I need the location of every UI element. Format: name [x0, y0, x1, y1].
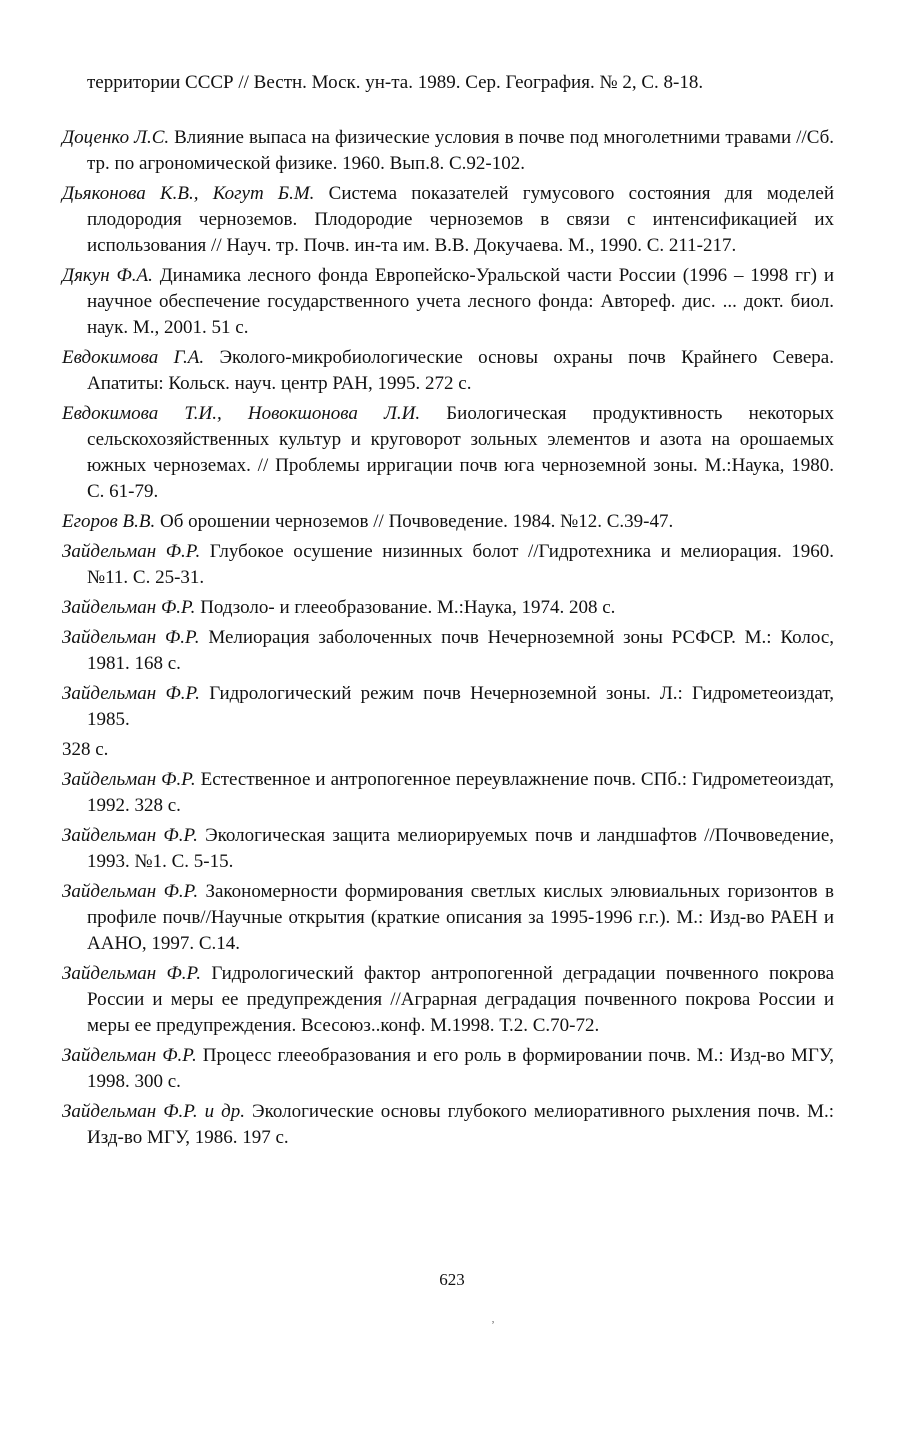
reference-item	[62, 625, 834, 677]
page-number: 623	[439, 1270, 465, 1289]
reference-author: Зайдельман Ф.Р.	[62, 540, 201, 562]
reference-author: Зайдельман Ф.Р.	[62, 962, 202, 984]
reference-item	[62, 961, 834, 1039]
reference-author: Зайдельман Ф.Р.	[62, 682, 200, 704]
page-body	[62, 70, 834, 1155]
reference-text: Влияние выпаса на физические условия в почве под многолетними травами //Сб. тр. по агрономической физике. 1960. Вып.8. С.92-102.	[87, 126, 835, 174]
reference-text: Об орошении черноземов // Почвоведение. 1984. №12. С.39-47.	[159, 510, 674, 532]
reference-text: Экологическая защита мелиорируемых почв и ландшафтов //Почвоведение, 1993. №1. С. 5-15.	[87, 824, 835, 872]
reference-text: Динамика лесного фонда Европейско-Уральской части России (1996 – 1998 гг) и научное обеспечение государственного учета лесного фонда: Автореф. дис. ... докт. биол. наук. М., 2001. 51 с.	[87, 264, 834, 338]
reference-author: Дьяконова К.В., Когут Б.М.	[62, 182, 315, 204]
reference-text: Процесс глееобразования и его роль в формировании почв. М.: Изд-во МГУ, 1998. 300 с.	[87, 1044, 834, 1092]
reference-text: Глубокое осушение низинных болот //Гидротехника и мелиорация. 1960. №11. С. 25-31.	[87, 540, 834, 588]
reference-item	[62, 879, 834, 957]
reference-text: Естественное и антропогенное переувлажнение почв. СПб.: Гидрометеоиздат, 1992. 328 с.	[87, 768, 834, 816]
print-speck: ‚	[491, 1311, 495, 1325]
reference-author: Евдокимова Г.А.	[62, 346, 205, 368]
reference-author: Зайдельман Ф.Р.	[62, 596, 196, 618]
reference-item	[62, 401, 834, 505]
reference-author: Доценко Л.С.	[62, 126, 170, 148]
reference-text: Закономерности формирования светлых кислых элювиальных горизонтов в профиле почв//Научные открытия (краткие описания за 1995-1996 г.г.). М.: Изд-во РАЕН и ААНО, 1997. С.14.	[87, 880, 834, 954]
reference-list	[62, 125, 834, 1151]
reference-item	[62, 181, 834, 259]
reference-item	[62, 345, 834, 397]
reference-text: Система показателей гумусового состояния для моделей плодородия черноземов. Плодородие черноземов в связи с интенсификацией их использования // Науч. тр. Почв. ин-та им. В.В. Докучаева. М., 1990. С. 211-217.	[87, 182, 835, 256]
reference-author: Зайдельман Ф.Р.	[62, 768, 196, 790]
reference-text: Мелиорация заболоченных почв Нечерноземной зоны РСФСР. М.: Колос, 1981. 168 с.	[87, 626, 834, 674]
reference-text: Подзоло- и глееобразование. М.:Наука, 1974. 208 с.	[200, 596, 616, 618]
reference-item	[62, 509, 834, 535]
reference-author: Егоров В.В.	[62, 510, 156, 532]
reference-text: Эколого-микробиологические основы охраны почв Крайнего Севера. Апатиты: Кольск. науч. центр РАН, 1995. 272 с.	[87, 346, 834, 394]
reference-item	[62, 767, 834, 819]
reference-item	[62, 823, 834, 875]
reference-text: Экологические основы глубокого мелиоративного рыхления почв. М.: Изд-во МГУ, 1986. 197 с.	[87, 1100, 834, 1148]
reference-author: Дякун Ф.А.	[62, 264, 153, 286]
orphan-line: 328 с.	[62, 738, 109, 760]
reference-author: Зайдельман Ф.Р. и др.	[62, 1100, 246, 1122]
reference-author: Зайдельман Ф.Р.	[62, 824, 198, 846]
reference-author: Зайдельман Ф.Р.	[62, 1044, 197, 1066]
reference-text: Биологическая продуктивность некоторых сельскохозяйственных культур и круговорот зольных элементов и азота на орошаемых южных черноземах. // Проблемы ирригации почв юга черноземной зоны. М.:Наука, 1980. С. 61-79.	[87, 402, 835, 502]
reference-text: Гидрологический фактор антропогенной деградации почвенного покрова России и меры ее предупреждения //Аграрная деградация почвенного покрова России и меры ее предупреждения. Всесоюз..конф. М.1998. Т.2. С.70-72.	[87, 962, 834, 1036]
reference-author: Евдокимова Т.И., Новокшонова Л.И.	[62, 402, 421, 424]
reference-item	[62, 595, 834, 621]
reference-text: Гидрологический режим почв Нечерноземной зоны. Л.: Гидрометеоиздат, 1985.	[87, 682, 834, 730]
reference-item	[62, 263, 834, 341]
reference-item	[62, 681, 834, 733]
reference-item	[62, 539, 834, 591]
reference-item	[62, 1043, 834, 1095]
reference-item	[62, 125, 834, 177]
reference-author: Зайдельман Ф.Р.	[62, 626, 200, 648]
reference-item	[62, 1099, 834, 1151]
reference-author: Зайдельман Ф.Р.	[62, 880, 199, 902]
continuation-text: территории СССР // Вестн. Моск. ун-та. 1989. Сер. География. № 2, С. 8-18.	[87, 72, 704, 93]
